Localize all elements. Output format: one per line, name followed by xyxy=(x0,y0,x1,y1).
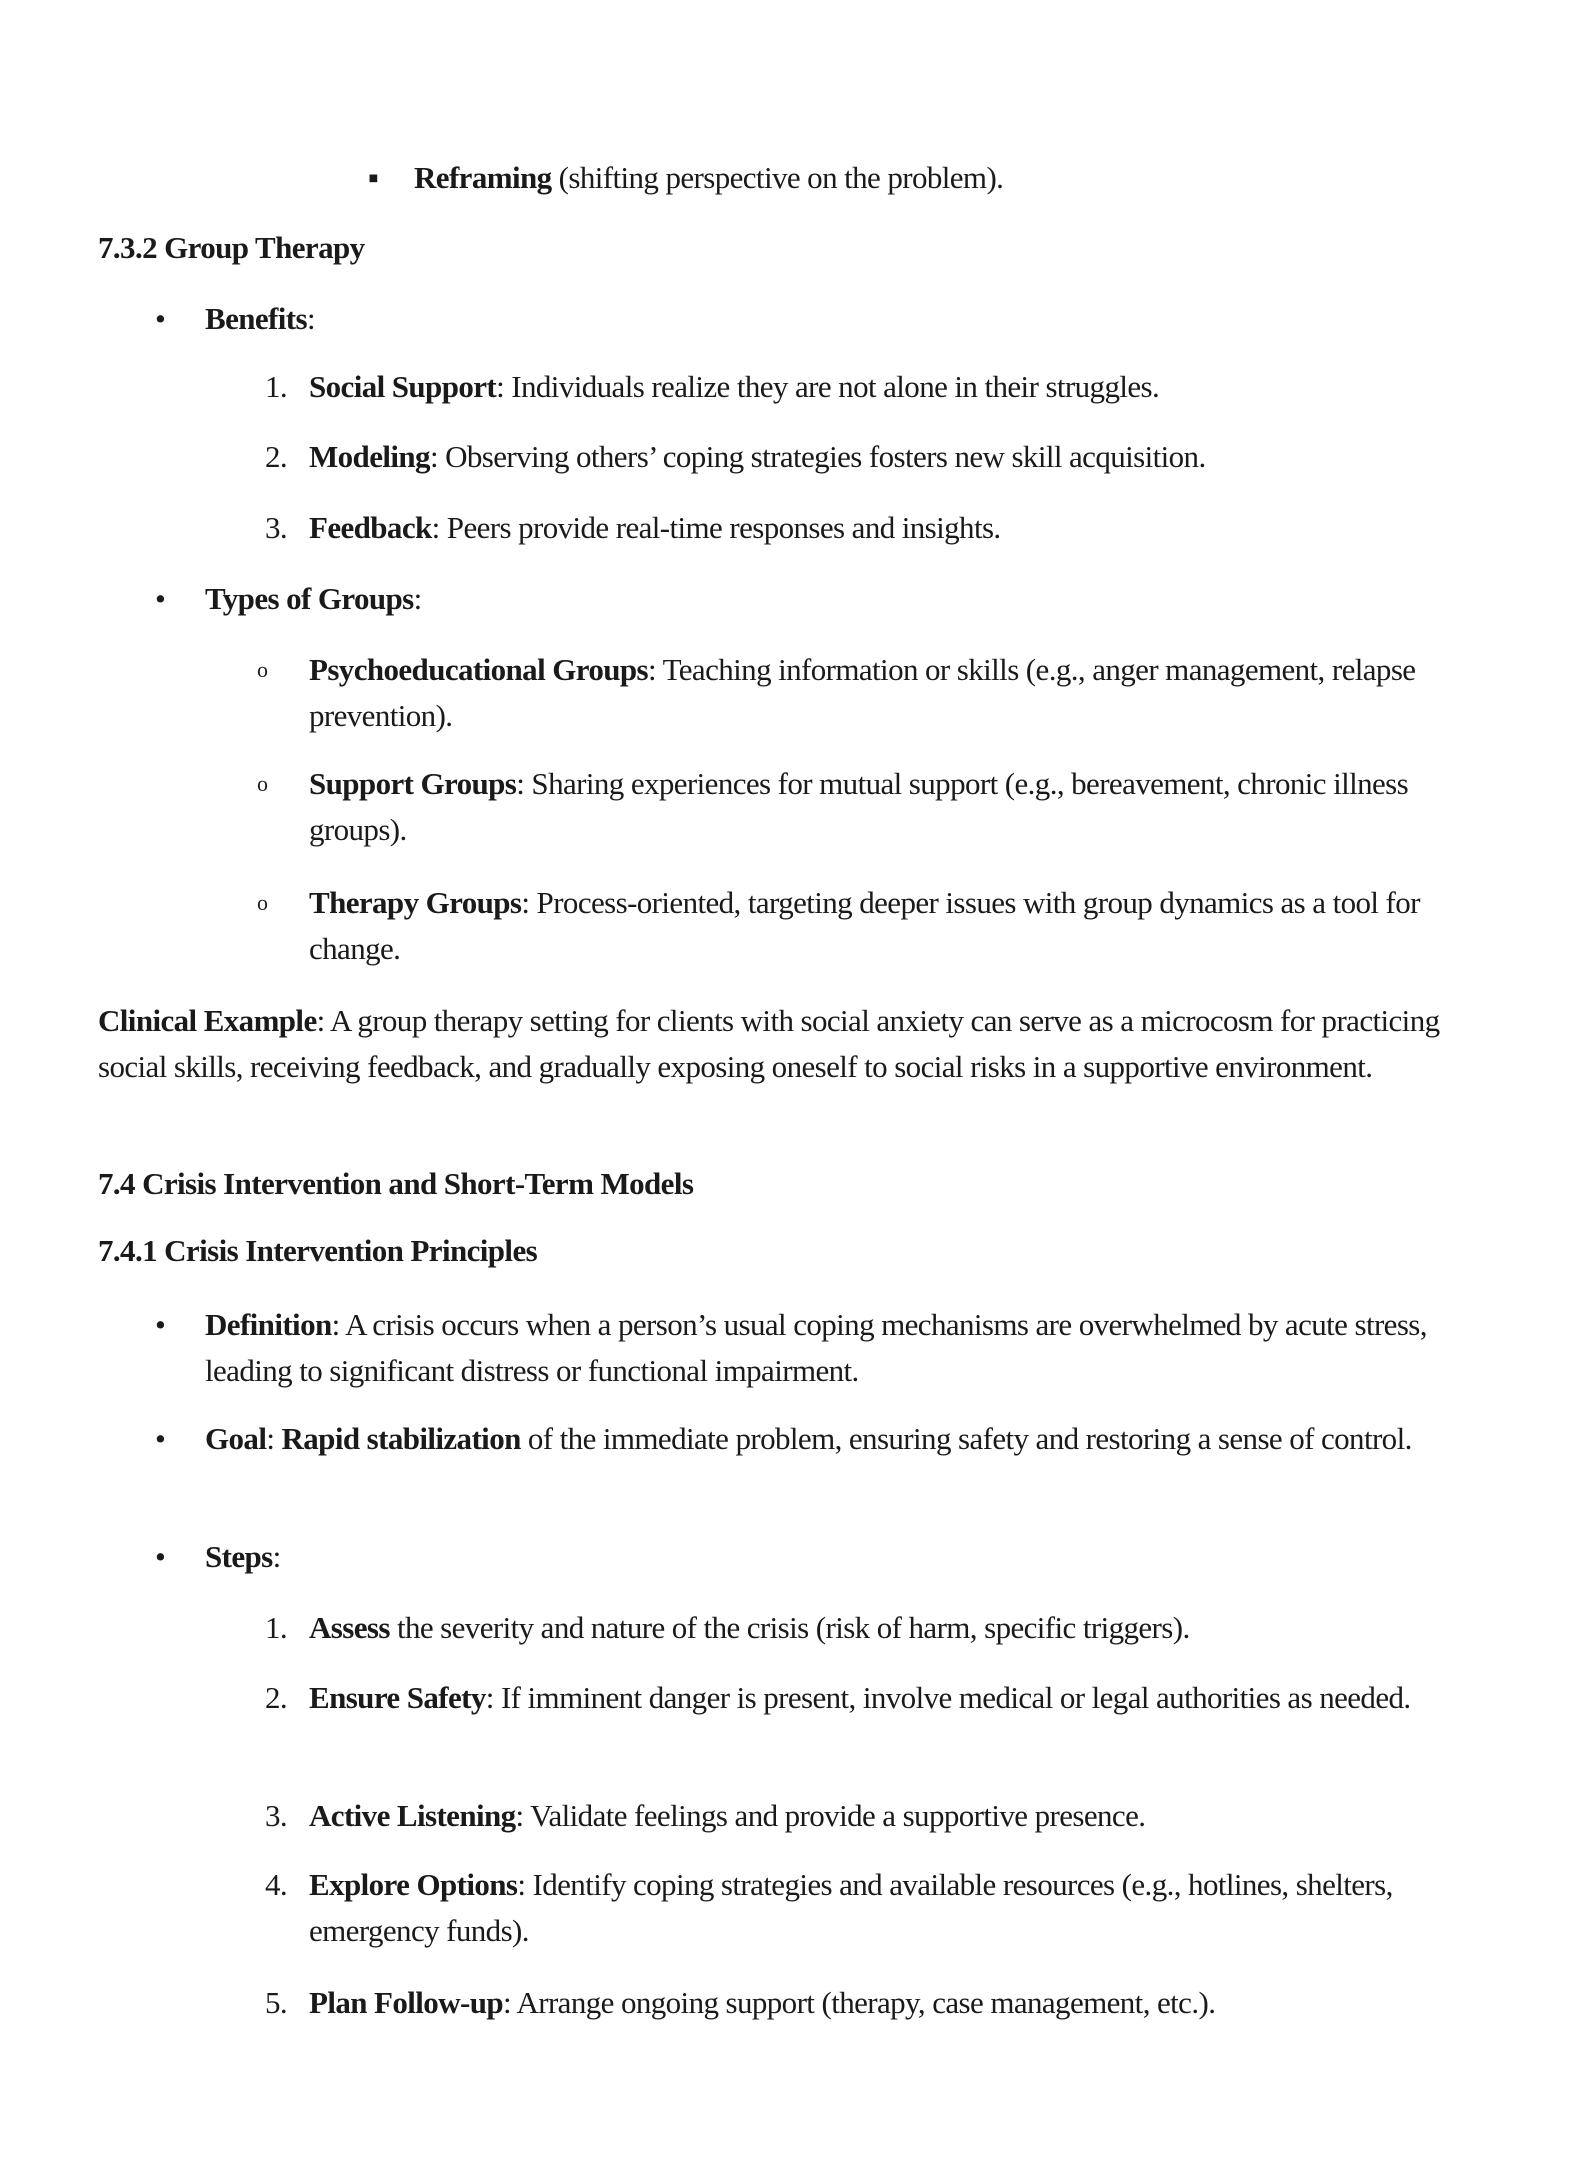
circle-bullet-icon: o xyxy=(257,890,268,915)
list-item-definition: • Definition: A crisis occurs when a person’s usual coping mechanisms are overwhelmed by acute stress, leading to significant distress or functional impairment. xyxy=(205,1302,1470,1394)
list-item: o Therapy Groups: Process-oriented, targeting deeper issues with group dynamics as a tool for change. xyxy=(309,880,1469,972)
heading-7-4-1: 7.4.1 Crisis Intervention Principles xyxy=(98,1233,538,1268)
circle-bullet-icon: o xyxy=(257,657,268,682)
list-item: o Psychoeducational Groups: Teaching information or skills (e.g., anger management, relapse prevention). xyxy=(309,647,1469,739)
list-item: 4. Explore Options: Identify coping strategies and available resources (e.g., hotlines, shelters, emergency funds). xyxy=(264,1867,1393,1948)
list-item: 3. Active Listening: Validate feelings and provide a supportive presence. xyxy=(264,1798,1146,1833)
circle-bullet-icon: o xyxy=(257,771,268,796)
list-item: 1. Assess the severity and nature of the crisis (risk of harm, specific triggers). xyxy=(264,1610,1190,1645)
list-item: o Support Groups: Sharing experiences for mutual support (e.g., bereavement, chronic illness groups). xyxy=(309,761,1469,853)
list-item: 5. Plan Follow-up: Arrange ongoing support (therapy, case management, etc.). xyxy=(264,1985,1216,2020)
list-item: 2. Ensure Safety: If imminent danger is present, involve medical or legal authorities as needed. xyxy=(264,1680,1411,1715)
list-item-reframing: ▪ Reframing (shifting perspective on the problem). xyxy=(414,155,1514,201)
list-item-types: • Types of Groups: xyxy=(205,576,1470,622)
list-item-steps: • Steps: xyxy=(205,1534,1470,1580)
square-bullet-icon: ▪ xyxy=(368,160,379,195)
heading-7-3-2: 7.3.2 Group Therapy xyxy=(98,230,365,265)
bullet-icon: • xyxy=(155,581,166,616)
list-item-benefits: • Benefits: xyxy=(205,296,1470,342)
list-item-goal: • Goal: Rapid stabilization of the immediate problem, ensuring safety and restoring a sense of control. xyxy=(205,1416,1470,1462)
bullet-icon: • xyxy=(155,301,166,336)
bullet-icon: • xyxy=(155,1307,166,1342)
bullet-icon: • xyxy=(155,1421,166,1456)
list-item: 3. Feedback: Peers provide real-time responses and insights. xyxy=(264,510,1001,545)
bullet-icon: • xyxy=(155,1539,166,1574)
heading-7-4: 7.4 Crisis Intervention and Short-Term Models xyxy=(98,1166,694,1201)
clinical-example: Clinical Example: A group therapy setting for clients with social anxiety can serve as a microcosm for practicing social skills, receiving feedback, and gradually exposing oneself to social risks in a supportive environment. xyxy=(98,1003,1440,1084)
list-item: 2. Modeling: Observing others’ coping strategies fosters new skill acquisition. xyxy=(264,439,1206,474)
list-item: 1. Social Support: Individuals realize they are not alone in their struggles. xyxy=(264,369,1160,404)
